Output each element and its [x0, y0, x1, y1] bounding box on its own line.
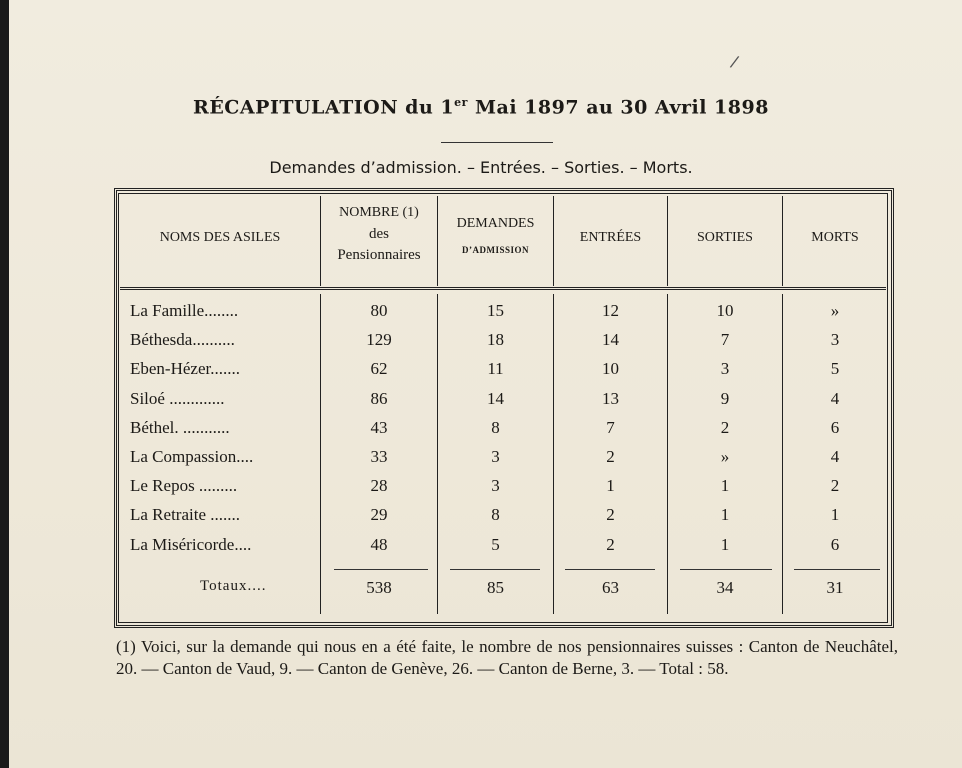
cell-pensionnaires: 129 [366, 330, 392, 349]
cell-pensionnaires: 80 [370, 301, 388, 320]
totals-rule [565, 569, 655, 570]
header-demandes-line1: DEMANDES [456, 216, 535, 231]
cell-demandes: 8 [491, 418, 500, 437]
header-nombre-line3: Pensionnaires [337, 246, 421, 263]
column-divider [782, 196, 783, 286]
total-sorties: 34 [716, 578, 734, 597]
header-morts: MORTS [811, 230, 859, 245]
totals-label: Totaux.... [200, 578, 267, 594]
cell-demandes: 15 [487, 301, 504, 320]
column-divider [782, 294, 783, 614]
cell-demandes: 14 [487, 389, 504, 408]
header-nombre-line1: NOMBRE (1) [339, 205, 419, 220]
cell-sorties: » [720, 447, 730, 466]
cell-morts: 6 [830, 535, 840, 554]
page-subtitle: Demandes d’admission. – Entrées. – Sorties. – Morts. [269, 158, 693, 177]
column-divider [553, 196, 554, 286]
cell-sorties: 9 [720, 389, 730, 408]
cell-entrees: 14 [602, 330, 619, 349]
cell-entrees: 2 [606, 505, 615, 524]
cell-pensionnaires: 29 [370, 505, 388, 524]
header-sorties: SORTIES [697, 230, 753, 245]
header-demandes-line2: D’ADMISSION [461, 244, 529, 255]
cell-entrees: 12 [602, 301, 619, 320]
cell-sorties: 2 [720, 418, 730, 437]
cell-sorties: 3 [720, 359, 730, 378]
title-prefix: RÉCAPITULATION du 1 [193, 96, 455, 119]
row-asile-name: Eben-Hézer....... [130, 359, 240, 378]
totals-rule [334, 569, 428, 570]
cell-entrees: 1 [606, 476, 615, 495]
cell-entrees: 7 [606, 418, 615, 437]
cell-entrees: 2 [606, 535, 615, 554]
header-entrees: ENTRÉES [579, 230, 642, 245]
totals-rule [680, 569, 772, 570]
row-asile-name: La Miséricorde.... [130, 535, 252, 554]
cell-demandes: 11 [487, 359, 504, 378]
header-noms-des-asiles: NOMS DES ASILES [159, 230, 281, 245]
cell-morts: 3 [830, 330, 840, 349]
total-morts: 31 [826, 578, 844, 597]
header-demandes-admission [439, 216, 552, 256]
row-asile-name: La Famille........ [130, 301, 239, 320]
header-nombre-line2: des [369, 225, 389, 242]
row-asile-name: Le Repos ......... [130, 476, 238, 495]
row-asile-name: La Retraite ....... [130, 505, 240, 524]
row-asile-name: Béthesda.......... [130, 330, 235, 349]
cell-morts: 5 [830, 359, 840, 378]
cell-morts: 1 [830, 505, 840, 524]
column-divider [320, 196, 321, 286]
footnote: (1) Voici, sur la demande qui nous en a été faite, le nombre de nos pensionnaires suisses : Canton de Neuchâtel, 20. — Canton de Vaud, 9. — Canton de Genève, 26. — Canton de Berne, 3. — Total : 58. [116, 637, 898, 678]
cell-pensionnaires: 28 [370, 476, 388, 495]
cell-morts: » [830, 301, 840, 320]
cell-pensionnaires: 43 [370, 418, 388, 437]
cell-sorties: 10 [716, 301, 734, 320]
row-asile-name: La Compassion.... [130, 447, 254, 466]
title-suffix: Mai 1897 au 30 Avril 1898 [467, 96, 769, 119]
page-title [0, 96, 962, 118]
row-asile-name: Béthel. ........... [130, 418, 230, 437]
column-divider [553, 294, 554, 614]
cell-sorties: 1 [720, 535, 730, 554]
header-separator [120, 287, 886, 290]
cell-sorties: 7 [720, 330, 730, 349]
column-divider [437, 196, 438, 286]
cell-demandes: 5 [491, 535, 500, 554]
total-entrees: 63 [602, 578, 619, 597]
cell-entrees: 10 [602, 359, 619, 378]
totals-rule [450, 569, 540, 570]
header-nombre-pensionnaires [322, 205, 436, 264]
column-divider [667, 294, 668, 614]
cell-morts: 6 [830, 418, 840, 437]
title-underline [441, 142, 553, 143]
column-divider [667, 196, 668, 286]
cell-sorties: 1 [720, 505, 730, 524]
cell-entrees: 2 [606, 447, 615, 466]
cell-demandes: 18 [487, 330, 504, 349]
cell-demandes: 8 [491, 505, 500, 524]
stray-mark: / [728, 51, 741, 72]
title-superscript: er [454, 96, 468, 109]
cell-morts: 2 [830, 476, 840, 495]
column-divider [320, 294, 321, 614]
cell-pensionnaires: 48 [370, 535, 388, 554]
total-pensionnaires: 538 [366, 578, 392, 597]
cell-pensionnaires: 62 [370, 359, 388, 378]
totals-rule [794, 569, 880, 570]
cell-morts: 4 [830, 447, 840, 466]
cell-entrees: 13 [602, 389, 619, 408]
cell-pensionnaires: 33 [370, 447, 388, 466]
cell-demandes: 3 [491, 447, 500, 466]
cell-morts: 4 [830, 389, 840, 408]
cell-demandes: 3 [491, 476, 500, 495]
total-demandes: 85 [487, 578, 504, 597]
column-divider [437, 294, 438, 614]
cell-sorties: 1 [720, 476, 730, 495]
row-asile-name: Siloé ............. [130, 389, 225, 408]
cell-pensionnaires: 86 [370, 389, 388, 408]
